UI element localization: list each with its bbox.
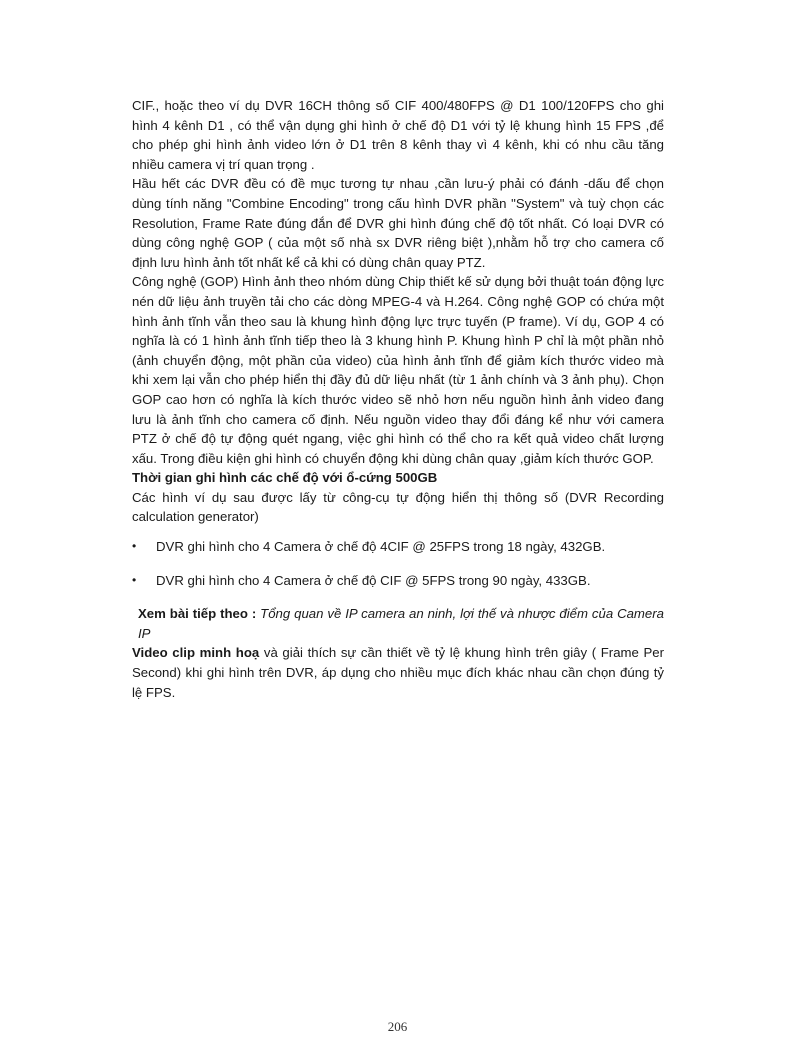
bullet-icon: • <box>132 572 137 587</box>
paragraph-calculator-intro: Các hình ví dụ sau được lấy từ công-cụ tự động hiển thị thông số (DVR Recording calculation generator) <box>132 489 664 525</box>
next-article-title: Tổng quan về IP camera an ninh, lợi thế và nhược điểm của Camera IP <box>138 606 664 641</box>
paragraph-gop-technology: Công nghệ (GOP) Hình ảnh theo nhóm dùng Chip thiết kế sử dụng bởi thuật toán động lực nén dữ liệu ảnh truyền tải cho các dòng MPEG-4 và H.264. Công nghệ GOP có chứa một hình ảnh tĩnh vẫn theo sau là khung hình động lực trực tuyến (P frame). Ví dụ, GOP 4 có nghĩa là có 1 hình ảnh tĩnh tiếp theo là 3 khung hình P. Khung hình P chỉ là một phần nhỏ (ảnh chuyển động, một phần của video) của hình ảnh tĩnh để giảm kích thước video mà khi xem lại vẫn cho phép hiển thị đầy đủ dữ liệu nhất (từ 1 ảnh chính và 3 ảnh phụ). Chọn GOP cao hơn có nghĩa là kích thước video sẽ nhỏ hơn nếu nguồn hình ảnh video đang lưu là ảnh tĩnh cho camera cố định. Nếu nguồn video thay đổi đáng kể như với camera PTZ ở chế độ tự động quét ngang, việc ghi hình có thể cho ra kết quả video chất lượng xấu. Trong điều kiện ghi hình có chuyển động khi dùng chân quay ,giảm kích thước GOP. <box>132 274 664 466</box>
next-article-label: Xem bài tiếp theo : <box>138 606 257 622</box>
section-heading-recording-time: Thời gian ghi hình các chế độ với ổ-cứng 500GB <box>132 470 438 486</box>
list-item-text: DVR ghi hình cho 4 Camera ở chế độ 4CIF @ 25FPS trong 18 ngày, 432GB. <box>156 539 606 555</box>
bullet-icon: • <box>132 539 137 554</box>
list-item <box>132 571 664 591</box>
recording-examples-list <box>132 537 664 590</box>
list-item <box>132 537 664 557</box>
paragraph-cif-example: CIF., hoặc theo ví dụ DVR 16CH thông số CIF 400/480FPS @ D1 100/120FPS cho ghi hình 4 kênh D1 , có thể vận dụng ghi hình ở chế độ D1 với tỷ lệ khung hình 15 FPS ,để cho phép ghi hình ảnh video lớn ở D1 trên 8 kênh thay vì 4 kênh, khi có nhu cầu tăng nhiều camera vị trí quan trọng . <box>132 98 664 172</box>
paragraph-combine-encoding: Hầu hết các DVR đều có đề mục tương tự nhau ,cần lưu-ý phải có đánh -dấu để chọn dùng tính năng "Combine Encoding" trong cấu hình DVR phần "System" và tuỳ chọn các Resolution, Frame Rate đúng đắn để DVR ghi hình đúng chế độ tốt nhất. Có loại DVR có dùng công nghệ GOP ( của một số nhà sx DVR riêng biệt ),nhằm hỗ trợ cho camera cố định lưu hình ảnh tốt nhất kể cả khi có dùng chân quay PTZ. <box>132 176 664 270</box>
video-clip-label: Video clip minh hoạ <box>132 645 260 661</box>
page-number: 206 <box>387 1019 408 1034</box>
video-clip-text: và giải thích sự cần thiết về tỷ lệ khung hình trên giây ( Frame Per Second) khi ghi hình trên DVR, áp dụng cho nhiều mục đích khác nhau cần chọn đúng tỷ lệ FPS. <box>132 645 664 700</box>
page-content <box>132 96 664 702</box>
next-article-line <box>138 604 664 643</box>
video-clip-paragraph <box>132 643 664 702</box>
list-item-text: DVR ghi hình cho 4 Camera ở chế độ CIF @ 5FPS trong 90 ngày, 433GB. <box>156 572 591 588</box>
